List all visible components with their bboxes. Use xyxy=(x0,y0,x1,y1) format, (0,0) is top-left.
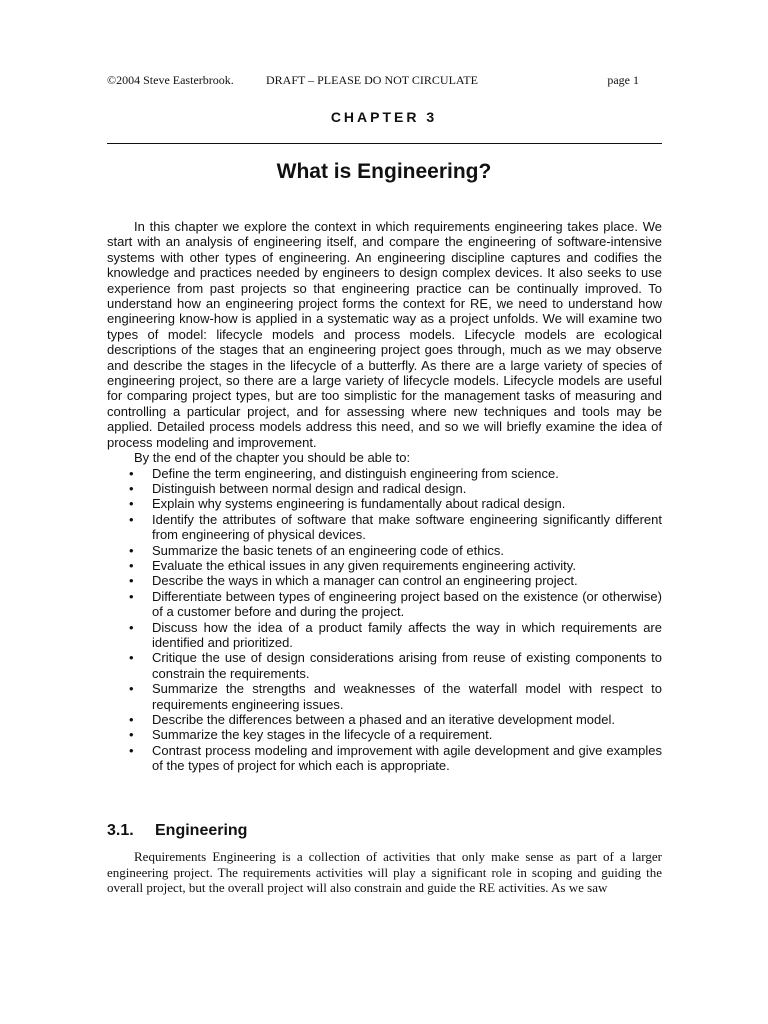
list-item-text: Summarize the strengths and weaknesses of the waterfall model with respect to requirements engineering issues. xyxy=(152,681,662,712)
section-heading xyxy=(107,822,247,840)
list-item-text: Discuss how the idea of a product family affects the way in which requirements are identified and prioritized. xyxy=(152,619,662,650)
list-item xyxy=(107,543,662,558)
list-item-text: Summarize the basic tenets of an engineering code of ethics. xyxy=(152,542,504,558)
page-header xyxy=(107,73,639,89)
list-item xyxy=(107,558,662,573)
bullet-icon: • xyxy=(129,712,134,727)
bullet-icon: • xyxy=(129,650,134,666)
list-item-text: Critique the use of design considerations arising from reuse of existing components to constrain the requirements. xyxy=(152,650,662,681)
bullet-icon: • xyxy=(129,681,134,697)
list-item xyxy=(107,481,662,496)
bullet-icon: • xyxy=(129,465,134,481)
bullet-icon: • xyxy=(129,542,134,558)
title-divider xyxy=(107,143,662,144)
list-item-text: Describe the differences between a phased and an iterative development model. xyxy=(152,712,615,727)
intro-paragraph: In this chapter we explore the context in which requirements engineering takes place. We start with an analysis of engineering itself, and compare the engineering of software-intensive systems with other types of engineering. An engineering discipline captures and codifies the knowledge and practices needed by engineers to design complex devices. It also seeks to use experience from past projects so that engineering practice can be continually improved. To understand how an engineering project forms the context for RE, we need to understand how engineering know-how is applied in a systematic way as a project unfolds. We will examine two types of model: lifecycle models and process models. Lifecycle models are ecological descriptions of the stages that an engineering project goes through, much as we may observe and describe the stages in the lifecycle of a butterfly. As there are a large variety of species of engineering project, so there are a large variety of lifecycle models. Lifecycle models are useful for comparing project types, but are too simplistic for the management tasks of measuring and controlling a particular project, and for assessing where new techniques and tools may be applied. Detailed process models address this need, and so we will briefly examine the idea of process modeling and improvement. xyxy=(107,219,662,450)
bullet-icon: • xyxy=(129,619,134,635)
list-item xyxy=(107,496,662,511)
list-item xyxy=(107,466,662,481)
list-item xyxy=(107,512,662,543)
header-draft-notice: DRAFT – PLEASE DO NOT CIRCULATE xyxy=(266,73,478,87)
list-item xyxy=(107,712,662,727)
list-item xyxy=(107,727,662,742)
chapter-label: CHAPTER 3 xyxy=(330,109,438,125)
section-number: 3.1. xyxy=(107,822,134,839)
list-item xyxy=(107,650,662,681)
page-title: What is Engineering? xyxy=(276,160,492,183)
objectives-lead: By the end of the chapter you should be able to: xyxy=(134,450,411,466)
list-item-text: Identify the attributes of software that make software engineering significantly different from engineering of physical devices. xyxy=(152,511,662,543)
bullet-icon: • xyxy=(129,496,134,512)
section-paragraph: Requirements Engineering is a collection of activities that only make sense as part of a larger engineering project. The requirements activities will play a significant role in scoping and guiding the overall project, but the overall project will also constrain and guide the RE activities. As we saw xyxy=(107,849,662,895)
list-item-text: Contrast process modeling and improvement with agile development and give examples of the types of project for which each is appropriate. xyxy=(152,742,662,774)
list-item-text: Evaluate the ethical issues in any given requirements engineering activity. xyxy=(152,557,576,573)
list-item-text: Differentiate between types of engineering project based on the existence (or otherwise) of a customer before and during the project. xyxy=(152,588,662,620)
list-item-text: Define the term engineering, and distinguish engineering from science. xyxy=(152,465,559,481)
header-page-number: page 1 xyxy=(607,73,639,87)
list-item-text: Describe the ways in which a manager can control an engineering project. xyxy=(152,573,578,589)
bullet-icon: • xyxy=(129,557,134,573)
list-item xyxy=(107,589,662,620)
bullet-icon: • xyxy=(129,727,134,743)
list-item xyxy=(107,743,662,774)
list-item-text: Summarize the key stages in the lifecycle of a requirement. xyxy=(152,727,493,743)
list-item xyxy=(107,681,662,712)
bullet-icon: • xyxy=(129,511,134,527)
bullet-icon: • xyxy=(129,573,134,589)
list-item xyxy=(107,573,662,588)
bullet-icon: • xyxy=(129,742,134,758)
bullet-icon: • xyxy=(129,480,134,496)
list-item-text: Explain why systems engineering is fundamentally about radical design. xyxy=(152,496,566,512)
section-title: Engineering xyxy=(155,822,248,839)
bullet-icon: • xyxy=(129,588,134,604)
header-copyright: ©2004 Steve Easterbrook. xyxy=(107,73,234,87)
objectives-list xyxy=(107,466,662,774)
list-item xyxy=(107,620,662,651)
chapter-introduction xyxy=(107,219,662,774)
list-item-text: Distinguish between normal design and radical design. xyxy=(152,480,467,496)
